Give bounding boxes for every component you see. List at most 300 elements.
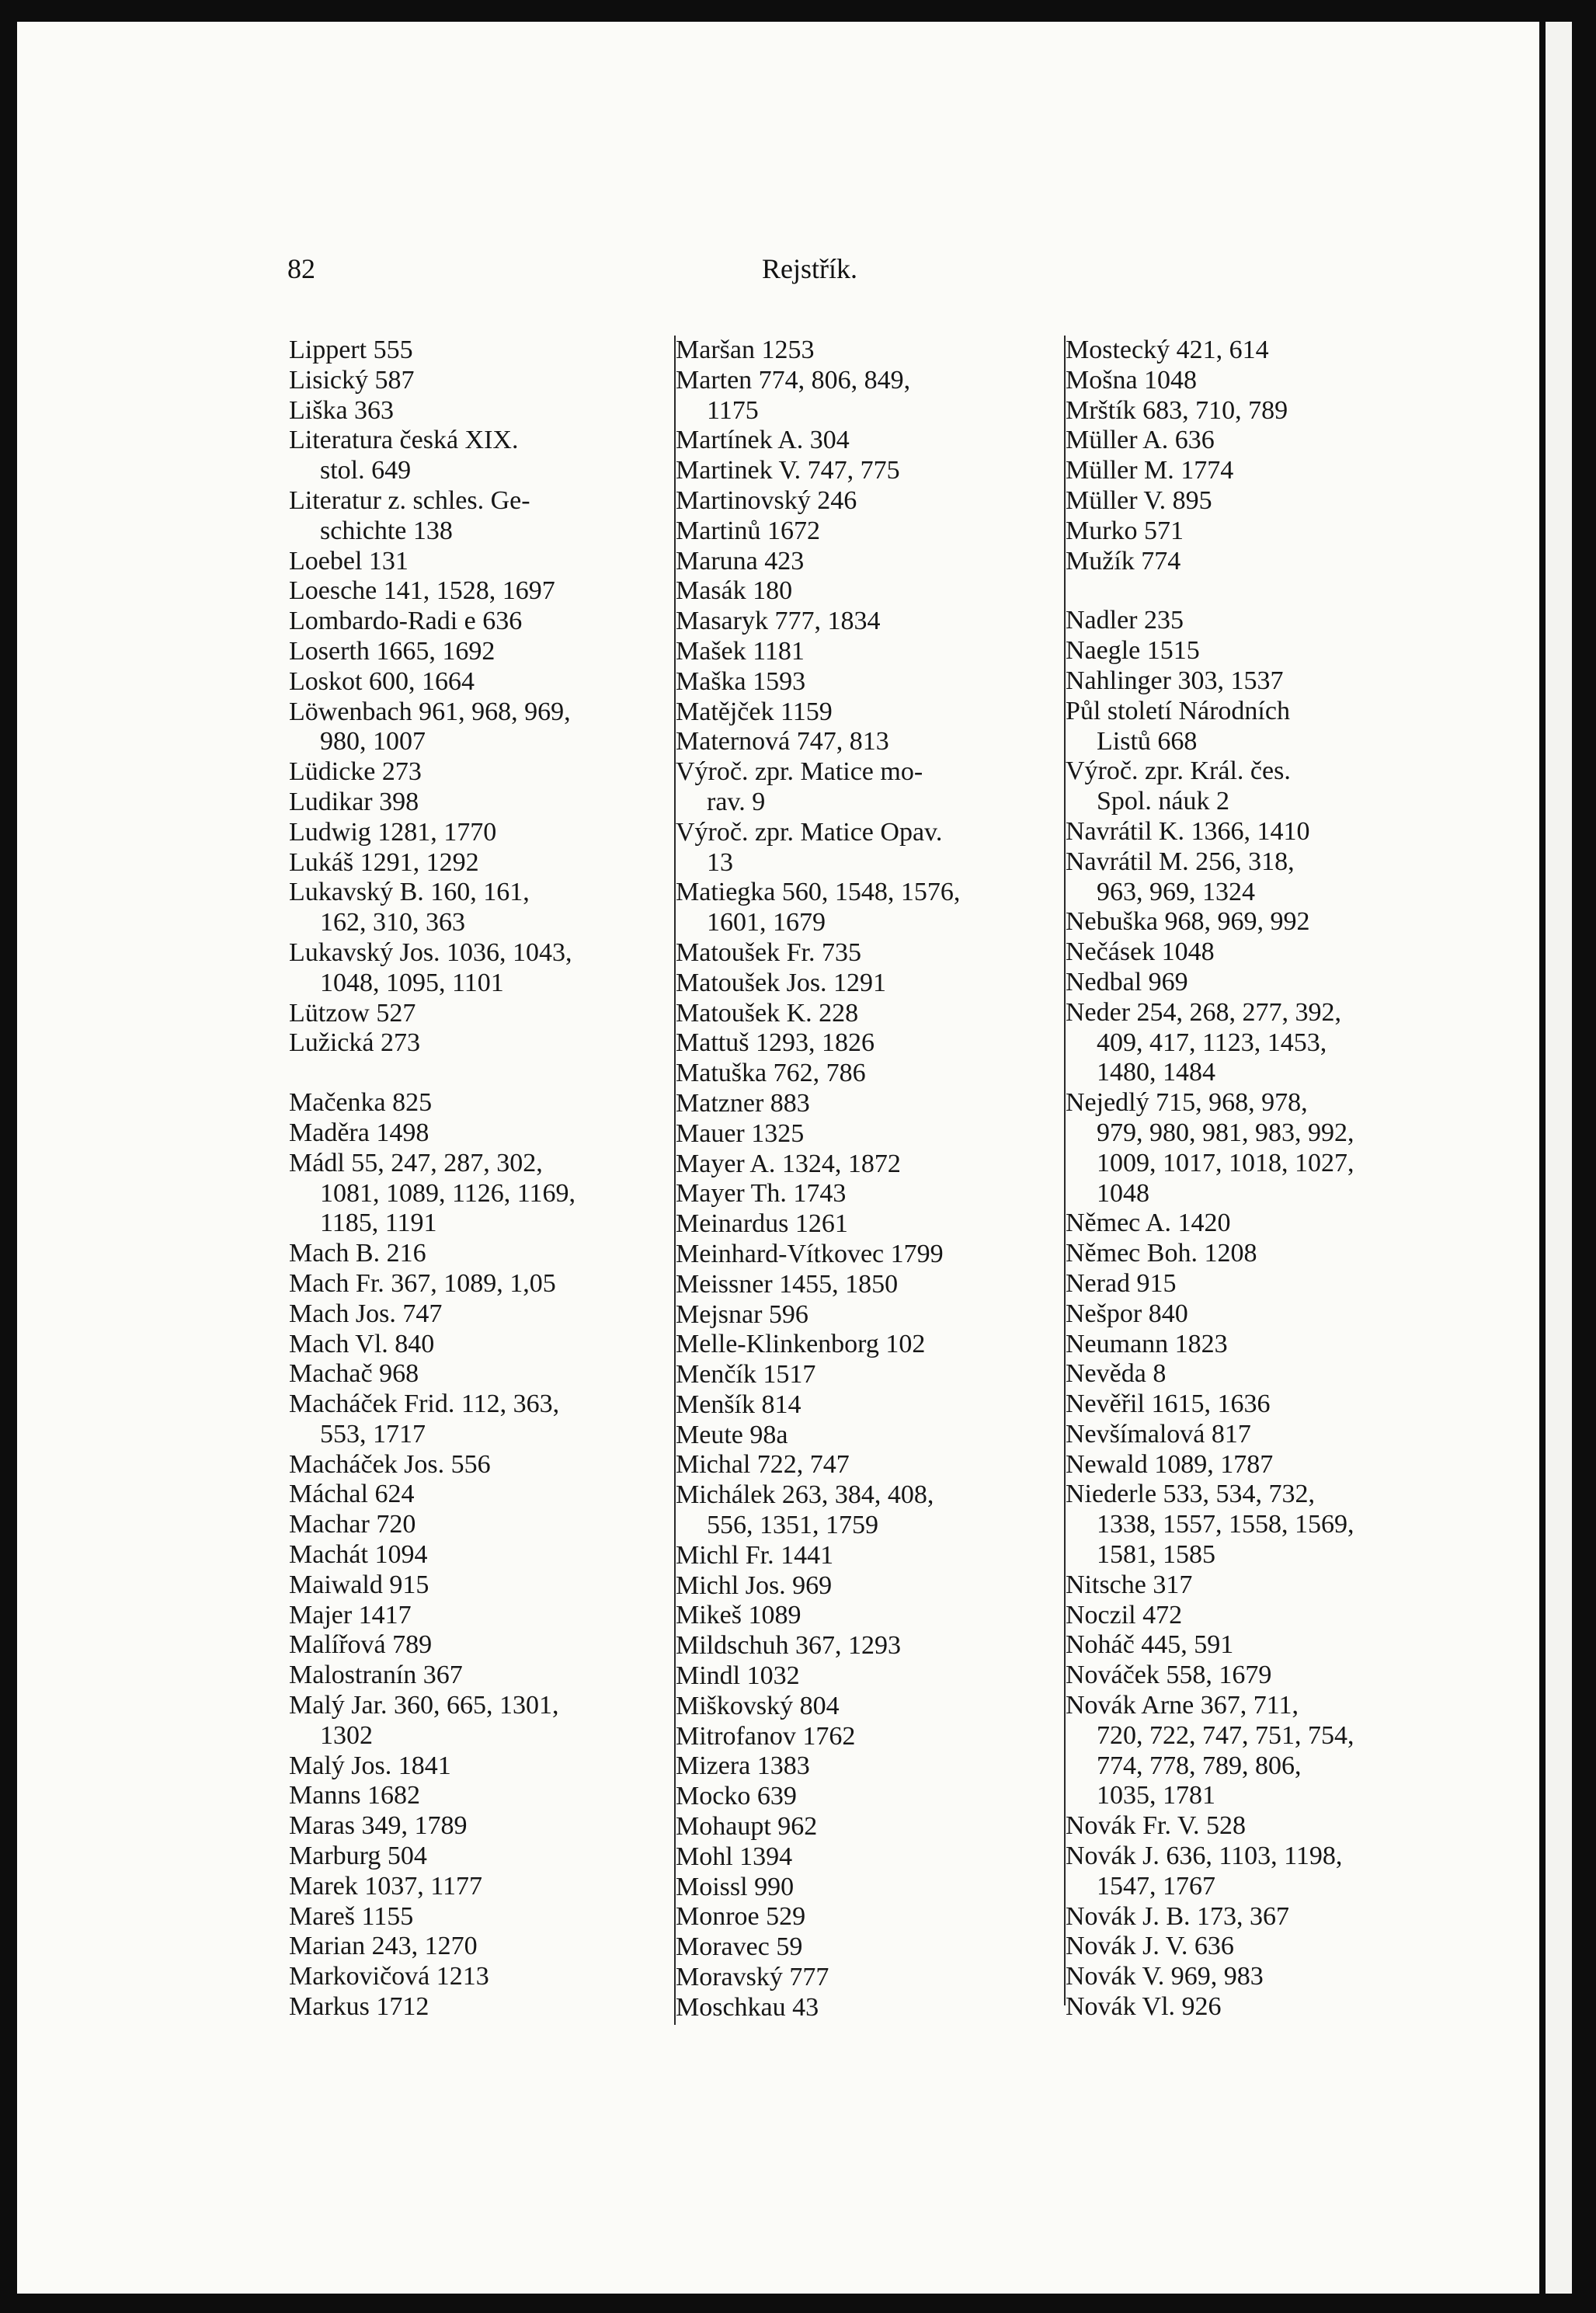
index-entry-text: Nitsche 317	[1066, 1570, 1193, 1599]
index-entry	[1066, 1359, 1454, 1390]
index-entry-text: Neder 254, 268, 277, 392,	[1066, 997, 1342, 1027]
index-entry-text: Liška 363	[289, 395, 395, 425]
index-entry-text: Marek 1037, 1177	[289, 1871, 482, 1901]
index-entry	[289, 1570, 677, 1601]
index-entry	[1066, 1330, 1454, 1360]
index-entry-continuation: 1009, 1017, 1018, 1027,	[1097, 1148, 1354, 1177]
index-entry-text: Löwenbach 961, 968, 969,	[289, 697, 571, 726]
index-entry	[1066, 366, 1454, 396]
index-entry-text: Malý Jos. 1841	[289, 1751, 451, 1780]
index-entry	[1066, 1299, 1454, 1330]
index-entry-text: Nevšímalová 817	[1066, 1419, 1251, 1449]
index-entry-text: Novák J. V. 636	[1066, 1932, 1234, 1961]
index-entry	[676, 456, 1064, 486]
index-entry	[289, 366, 677, 396]
index-column-3	[1066, 336, 1454, 2029]
index-entry	[676, 969, 1064, 999]
index-entry	[1066, 1992, 1454, 2023]
index-entry	[1066, 1601, 1454, 1631]
index-entry	[1066, 847, 1454, 908]
index-entry-text: Michl Fr. 1441	[676, 1540, 834, 1570]
page-title: Rejstřík.	[762, 253, 857, 284]
index-entry	[676, 1661, 1064, 1692]
index-entry-text: Mildschuh 367, 1293	[676, 1631, 901, 1661]
index-entry	[289, 1269, 677, 1299]
index-entry	[289, 1149, 677, 1239]
index-entry-continuation: Listů 668	[1097, 726, 1198, 756]
index-entry-text: Nerad 915	[1066, 1268, 1177, 1298]
index-entry-continuation: 13	[707, 847, 733, 877]
index-entry	[289, 1932, 677, 1962]
index-entry-continuation: 1302	[320, 1720, 373, 1750]
index-entry	[1066, 1842, 1454, 1902]
index-entry-text: Mindl 1032	[676, 1661, 800, 1691]
index-entry-text: Maiwald 915	[289, 1570, 429, 1599]
index-entry-continuation: schichte 138	[320, 516, 453, 545]
index-entry	[676, 426, 1064, 456]
index-entry	[1066, 697, 1454, 757]
index-entry-text: Moravec 59	[676, 1932, 803, 1962]
index-entry	[676, 1480, 1064, 1541]
index-entry	[676, 1993, 1064, 2023]
index-entry-text: Masák 180	[676, 576, 793, 606]
index-entry	[1066, 1902, 1454, 1932]
index-entry-continuation: 162, 310, 363	[320, 908, 465, 937]
index-entry-text: Půl století Národních	[1066, 696, 1290, 725]
index-entry	[676, 1751, 1064, 1782]
index-entry	[676, 1601, 1064, 1631]
index-entry	[1066, 1630, 1454, 1661]
index-entry-text: Novák J. B. 173, 367	[1066, 1901, 1290, 1931]
index-entry-text: Naegle 1515	[1066, 636, 1200, 666]
index-entry-text: Máchal 624	[289, 1480, 415, 1509]
index-column-1	[289, 336, 677, 2029]
index-entry	[1066, 1390, 1454, 1420]
index-entry-continuation: 1175	[707, 395, 759, 425]
index-entry-continuation: 553, 1717	[320, 1419, 426, 1449]
index-entry-text: Loesche 141, 1528, 1697	[289, 576, 555, 606]
index-entry-text: Matuška 762, 786	[676, 1059, 866, 1088]
index-entry	[289, 1118, 677, 1149]
index-entry	[1066, 1661, 1454, 1691]
index-entry-text: Nečásek 1048	[1066, 937, 1215, 967]
index-entry	[1066, 1209, 1454, 1239]
index-entry	[676, 818, 1064, 878]
index-entry-text: Mach Jos. 747	[289, 1299, 443, 1328]
index-entry	[1066, 1269, 1454, 1299]
index-entry	[289, 547, 677, 577]
index-entry-text: Niederle 533, 534, 732,	[1066, 1480, 1316, 1509]
index-entry	[289, 1510, 677, 1540]
index-entry-text: Maška 1593	[676, 666, 806, 696]
index-entry	[289, 667, 677, 697]
index-entry	[676, 727, 1064, 757]
index-entry-continuation: 1338, 1557, 1558, 1569,	[1097, 1510, 1354, 1539]
index-entry-text: Matoušek Fr. 735	[676, 937, 861, 967]
index-entry	[1066, 1088, 1454, 1209]
index-entry	[1066, 486, 1454, 517]
index-entry-text: Mauer 1325	[676, 1118, 805, 1148]
index-entry-text: Moschkau 43	[676, 1992, 819, 2022]
index-entry-text: Matzner 883	[676, 1088, 810, 1118]
index-entry	[676, 1842, 1064, 1873]
index-entry-text: Mádl 55, 247, 287, 302,	[289, 1148, 543, 1177]
index-entry	[289, 1751, 677, 1782]
index-entry-text: Mach Fr. 367, 1089, 1,05	[289, 1268, 556, 1298]
index-entry	[289, 1842, 677, 1872]
index-entry	[676, 1421, 1064, 1451]
index-entry-continuation: 409, 417, 1123, 1453,	[1097, 1028, 1327, 1057]
index-entry-text: Mejsnar 596	[676, 1299, 808, 1329]
index-entry-text: Výroč. zpr. Matice mo-	[676, 757, 923, 787]
index-entry-text: Loskot 600, 1664	[289, 666, 475, 696]
index-entry-text: Moissl 990	[676, 1872, 795, 1901]
index-entry	[1066, 336, 1454, 366]
index-entry-text: Newald 1089, 1787	[1066, 1449, 1274, 1479]
index-entry-text: Meute 98a	[676, 1420, 788, 1449]
index-entry	[289, 607, 677, 637]
index-entry-text: Matoušek Jos. 1291	[676, 968, 887, 997]
index-entry	[1066, 396, 1454, 426]
index-entry	[1066, 907, 1454, 937]
index-entry	[289, 1902, 677, 1932]
index-entry	[676, 576, 1064, 607]
index-entry	[676, 486, 1064, 517]
index-entry-text: Marian 243, 1270	[289, 1932, 478, 1961]
index-entry-text: Lippert 555	[289, 336, 413, 364]
index-entry-text: Meinhard-Vítkovec 1799	[676, 1239, 944, 1268]
index-entry-text: Mohl 1394	[676, 1842, 793, 1871]
index-entry	[1066, 547, 1454, 577]
index-entry	[676, 1330, 1064, 1360]
index-entry-continuation: 1048, 1095, 1101	[320, 968, 504, 997]
index-entry-text: Nešpor 840	[1066, 1299, 1188, 1328]
index-entry-text: Machát 1094	[289, 1540, 428, 1570]
index-entry-text: Ludikar 398	[289, 787, 419, 816]
index-entry	[289, 1781, 677, 1811]
index-entry	[289, 1239, 677, 1269]
index-entry	[676, 1179, 1064, 1209]
index-entry	[289, 1540, 677, 1570]
index-entry-text: Výroč. zpr. Král. čes.	[1066, 757, 1291, 786]
index-entry-text: Literatur z. schles. Ge-	[289, 485, 530, 515]
index-entry-continuation: rav. 9	[707, 787, 766, 816]
index-entry-text: Marburg 504	[289, 1842, 427, 1871]
index-entry	[1066, 666, 1454, 697]
index-entry-text: Novák J. 636, 1103, 1198,	[1066, 1842, 1343, 1871]
index-entry	[289, 1330, 677, 1360]
index-entry-text: Mohaupt 962	[676, 1812, 818, 1842]
index-entry-text: Monroe 529	[676, 1902, 806, 1932]
index-entry-text: Ludwig 1281, 1770	[289, 817, 497, 847]
letter-section-gap	[289, 1059, 677, 1088]
index-entry	[1066, 937, 1454, 968]
index-entry-text: Mizera 1383	[676, 1751, 810, 1781]
index-entry	[289, 336, 677, 366]
index-entry-continuation: 1035, 1781	[1097, 1781, 1215, 1810]
index-entry	[289, 1691, 677, 1751]
index-entry	[676, 1089, 1064, 1119]
index-entry-text: Nadler 235	[1066, 606, 1184, 635]
index-entry-text: Lužická 273	[289, 1028, 420, 1058]
index-entry-text: Výroč. zpr. Matice Opav.	[676, 817, 943, 847]
index-entry-text: Literatura česká XIX.	[289, 426, 519, 455]
index-entry-continuation: 979, 980, 981, 983, 992,	[1097, 1118, 1354, 1147]
index-entry	[676, 1209, 1064, 1240]
index-entry	[676, 1360, 1064, 1390]
index-entry	[676, 1028, 1064, 1059]
index-entry-text: Mikeš 1089	[676, 1601, 801, 1630]
index-entry-text: Novák V. 969, 983	[1066, 1962, 1264, 1991]
index-entry-text: Melle-Klinkenborg 102	[676, 1330, 926, 1359]
index-entry	[289, 1872, 677, 1902]
index-entry-text: Müller M. 1774	[1066, 456, 1234, 485]
page-header	[287, 252, 1332, 299]
index-entry-text: Novák Vl. 926	[1066, 1992, 1222, 2022]
index-entry	[676, 517, 1064, 547]
index-entry	[676, 1873, 1064, 1903]
index-entry-text: Machar 720	[289, 1510, 416, 1539]
index-entry	[289, 999, 677, 1029]
index-entry	[676, 1450, 1064, 1480]
index-entry-text: Mareš 1155	[289, 1901, 414, 1931]
index-entry-text: Lisický 587	[289, 365, 415, 395]
index-entry-text: Lukáš 1291, 1292	[289, 847, 479, 877]
index-entry	[676, 1119, 1064, 1150]
index-entry	[289, 848, 677, 878]
index-entry-text: Loserth 1665, 1692	[289, 636, 495, 666]
index-entry-text: Maternová 747, 813	[676, 727, 889, 757]
index-entry	[1066, 1691, 1454, 1811]
index-entry	[1066, 1962, 1454, 1992]
index-entry-text: Murko 571	[1066, 516, 1184, 545]
index-entry-continuation: Spol. náuk 2	[1097, 787, 1229, 816]
index-entry	[676, 1270, 1064, 1300]
index-entry-text: Markovičová 1213	[289, 1962, 489, 1991]
index-entry-text: Martinů 1672	[676, 516, 821, 545]
index-entry-text: Matějček 1159	[676, 697, 833, 726]
index-entry-text: Mattuš 1293, 1826	[676, 1028, 874, 1058]
index-entry-text: Lüdicke 273	[289, 757, 422, 787]
index-entry-text: Moravský 777	[676, 1963, 829, 1992]
index-entry-text: Meissner 1455, 1850	[676, 1269, 899, 1299]
index-entry	[676, 1571, 1064, 1602]
index-entry-continuation: stol. 649	[320, 456, 412, 485]
index-entry	[676, 999, 1064, 1029]
index-entry-text: Noczil 472	[1066, 1600, 1183, 1630]
index-entry-continuation: 1048	[1097, 1178, 1149, 1208]
index-entry-continuation: 1480, 1484	[1097, 1058, 1215, 1087]
index-entry	[1066, 817, 1454, 847]
index-entry-text: Müller V. 895	[1066, 485, 1212, 515]
index-entry	[289, 486, 677, 547]
index-entry	[289, 1450, 677, 1480]
index-entry	[676, 547, 1064, 577]
index-entry	[676, 1722, 1064, 1752]
index-entry-text: Malířová 789	[289, 1630, 433, 1660]
index-entry	[676, 1390, 1064, 1421]
index-entry	[676, 878, 1064, 938]
page-edge	[1546, 22, 1572, 2294]
index-entry	[289, 1480, 677, 1510]
index-entry-text: Matiegka 560, 1548, 1576,	[676, 878, 961, 907]
index-entry-text: Němec A. 1420	[1066, 1209, 1231, 1238]
index-entry	[1066, 998, 1454, 1088]
index-entry-text: Maras 349, 1789	[289, 1811, 468, 1841]
index-entry-text: Noháč 445, 591	[1066, 1630, 1234, 1660]
index-entry-text: Miškovský 804	[676, 1691, 840, 1720]
index-entry-text: Mayer Th. 1743	[676, 1179, 847, 1209]
index-column-2	[676, 336, 1064, 2029]
index-entry-text: Mašek 1181	[676, 636, 805, 666]
index-entry	[289, 637, 677, 667]
index-entry	[676, 1902, 1064, 1932]
index-entry	[1066, 757, 1454, 817]
index-entry	[676, 697, 1064, 728]
index-entry-text: Navrátil M. 256, 318,	[1066, 847, 1295, 876]
index-entry-text: Mocko 639	[676, 1782, 797, 1811]
index-entry	[289, 1390, 677, 1450]
index-entry	[1066, 1932, 1454, 1962]
index-entry-text: Machač 968	[289, 1359, 419, 1389]
index-entry	[289, 818, 677, 848]
index-entry-text: Mužík 774	[1066, 546, 1181, 576]
index-entry-text: Novák Fr. V. 528	[1066, 1811, 1247, 1841]
index-entry-text: Nevěda 8	[1066, 1359, 1167, 1389]
index-entry	[289, 1088, 677, 1118]
index-entry	[289, 1028, 677, 1059]
index-entry-text: Nahlinger 303, 1537	[1066, 666, 1284, 695]
index-entry-continuation: 720, 722, 747, 751, 754,	[1097, 1720, 1354, 1750]
index-entry-text: Němec Boh. 1208	[1066, 1239, 1257, 1268]
index-entry	[1066, 968, 1454, 998]
index-entry	[676, 637, 1064, 667]
index-entry-text: Nejedlý 715, 968, 978,	[1066, 1088, 1308, 1118]
index-entry	[289, 697, 677, 758]
index-entry	[676, 1812, 1064, 1842]
index-entry	[1066, 456, 1454, 486]
index-entry-text: Martinovský 246	[676, 485, 857, 515]
index-entry-text: Lukavský Jos. 1036, 1043,	[289, 937, 572, 967]
letter-section-gap	[1066, 576, 1454, 606]
index-entry-text: Maděra 1498	[289, 1118, 429, 1147]
index-entry	[1066, 606, 1454, 636]
index-entry	[676, 1150, 1064, 1180]
index-entry-text: Lombardo-Radi e 636	[289, 607, 523, 636]
index-entry	[676, 1932, 1064, 1963]
index-entry	[676, 1300, 1064, 1330]
index-entry-text: Nebuška 968, 969, 992	[1066, 907, 1310, 937]
index-entry-text: Mačenka 825	[289, 1088, 433, 1118]
index-entry-text: Nevěřil 1615, 1636	[1066, 1390, 1271, 1419]
index-entry-text: Neumann 1823	[1066, 1329, 1228, 1358]
index-entry-continuation: 556, 1351, 1759	[707, 1511, 878, 1540]
index-entry	[676, 1240, 1064, 1270]
index-entry	[289, 757, 677, 788]
index-entry-text: Müller A. 636	[1066, 426, 1215, 455]
index-entry-text: Menčík 1517	[676, 1360, 816, 1390]
index-entry-text: Maršan 1253	[676, 336, 815, 364]
index-entry-text: Manns 1682	[289, 1781, 421, 1810]
index-entry-text: Nováček 558, 1679	[1066, 1661, 1272, 1690]
index-entry-continuation: 1185, 1191	[320, 1209, 437, 1238]
index-entry	[289, 1992, 677, 2023]
index-entry	[676, 1541, 1064, 1571]
index-entry-continuation: 1081, 1089, 1126, 1169,	[320, 1178, 575, 1208]
index-entry	[289, 576, 677, 607]
index-entry	[1066, 1570, 1454, 1601]
index-entry-text: Meinardus 1261	[676, 1209, 848, 1239]
index-entry-text: Novák Arne 367, 711,	[1066, 1691, 1299, 1720]
index-entry	[289, 1359, 677, 1390]
index-entry-text: Mitrofanov 1762	[676, 1721, 856, 1751]
index-entry-text: Loebel 131	[289, 546, 409, 576]
index-entry	[289, 1630, 677, 1661]
index-entry-text: Martinek V. 747, 775	[676, 456, 900, 485]
index-entry-text: Mrštík 683, 710, 789	[1066, 395, 1288, 425]
index-entry-continuation: 1581, 1585	[1097, 1540, 1215, 1570]
index-entry-text: Lützow 527	[289, 998, 416, 1028]
index-entry	[1066, 1239, 1454, 1269]
index-entry	[289, 1962, 677, 1992]
index-entry-continuation: 980, 1007	[320, 727, 426, 757]
index-entry	[1066, 426, 1454, 456]
index-entry	[289, 1299, 677, 1330]
index-entry-text: Macháček Jos. 556	[289, 1449, 491, 1479]
index-entry	[289, 788, 677, 818]
index-entry-text: Mostecký 421, 614	[1066, 336, 1269, 364]
index-entry	[1066, 1450, 1454, 1480]
index-entry-text: Menšík 814	[676, 1390, 801, 1419]
index-entry-text: Markus 1712	[289, 1992, 429, 2022]
index-entry-text: Macháček Frid. 112, 363,	[289, 1390, 560, 1419]
index-entry-text: Navrátil K. 1366, 1410	[1066, 816, 1310, 846]
index-entry-text: Mošna 1048	[1066, 365, 1198, 395]
index-entry	[676, 1631, 1064, 1661]
index-entry-continuation: 1601, 1679	[707, 908, 826, 937]
index-entry-text: Martínek A. 304	[676, 426, 850, 455]
index-entry	[676, 366, 1064, 426]
index-entry-text: Nedbal 969	[1066, 967, 1188, 997]
index-entry-text: Marten 774, 806, 849,	[676, 365, 911, 395]
index-entry	[289, 1661, 677, 1691]
index-entry-continuation: 963, 969, 1324	[1097, 877, 1255, 906]
page-number: 82	[287, 253, 315, 284]
index-entry-text: Michálek 263, 384, 408,	[676, 1480, 934, 1510]
index-entry	[289, 938, 677, 999]
index-entry	[289, 426, 677, 486]
index-entry	[1066, 636, 1454, 666]
index-entry-text: Mach Vl. 840	[289, 1329, 435, 1358]
index-entry	[676, 607, 1064, 637]
index-entry-text: Malostranín 367	[289, 1661, 463, 1690]
index-entry	[676, 336, 1064, 366]
index-entry	[676, 667, 1064, 697]
index-entry-text: Michal 722, 747	[676, 1450, 850, 1480]
index-entry	[676, 1059, 1064, 1089]
index-entry	[676, 1963, 1064, 1993]
index-entry	[289, 396, 677, 426]
index-entry-text: Maruna 423	[676, 546, 805, 576]
index-entry	[676, 1692, 1064, 1722]
index-entry-text: Matoušek K. 228	[676, 998, 859, 1028]
index-entry	[676, 757, 1064, 818]
index-entry-text: Malý Jar. 360, 665, 1301,	[289, 1691, 559, 1720]
index-entry	[1066, 1811, 1454, 1842]
index-entry	[289, 1811, 677, 1842]
index-entry-text: Michl Jos. 969	[676, 1570, 833, 1600]
index-entry	[1066, 517, 1454, 547]
